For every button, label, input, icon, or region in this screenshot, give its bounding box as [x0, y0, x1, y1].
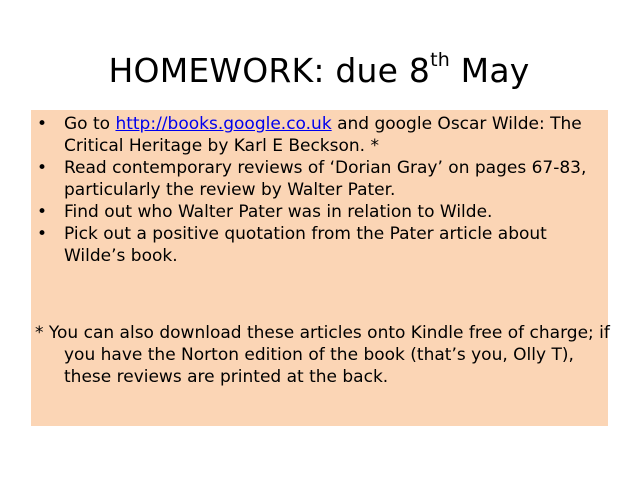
- title-superscript: th: [430, 49, 450, 71]
- google-books-link[interactable]: http://books.google.co.uk: [115, 114, 332, 134]
- list-item-text: and google Oscar Wilde: The Critical Heritage by Karl E Beckson. *: [64, 114, 582, 156]
- title-text: HOMEWORK: due 8: [108, 51, 431, 90]
- list-item-text: Read contemporary reviews of ‘Dorian Gray’ on pages 67-83, particularly the review by Walter Pater.: [64, 158, 587, 200]
- list-item-text: Go to: [64, 114, 116, 134]
- list-item: [35, 201, 610, 223]
- bullet-icon: •: [37, 114, 48, 134]
- list-item-text: Pick out a positive quotation from the Pater article about Wilde’s book.: [64, 224, 547, 266]
- bullet-icon: •: [37, 202, 48, 222]
- bullet-icon: •: [37, 158, 48, 178]
- list-item-text: Find out who Walter Pater was in relation to Wilde.: [64, 202, 493, 222]
- list-item: [35, 113, 610, 157]
- homework-bullet-list: [35, 113, 610, 267]
- list-item: [35, 223, 610, 267]
- footnote: * You can also download these articles onto Kindle free of charge; if you have the Norton edition of the book (that’s you, Olly T), these reviews are printed at the back.: [35, 323, 610, 387]
- title-month: May: [449, 51, 530, 90]
- bullet-icon: •: [37, 224, 48, 244]
- list-item: [35, 157, 610, 201]
- slide-title: [0, 42, 638, 93]
